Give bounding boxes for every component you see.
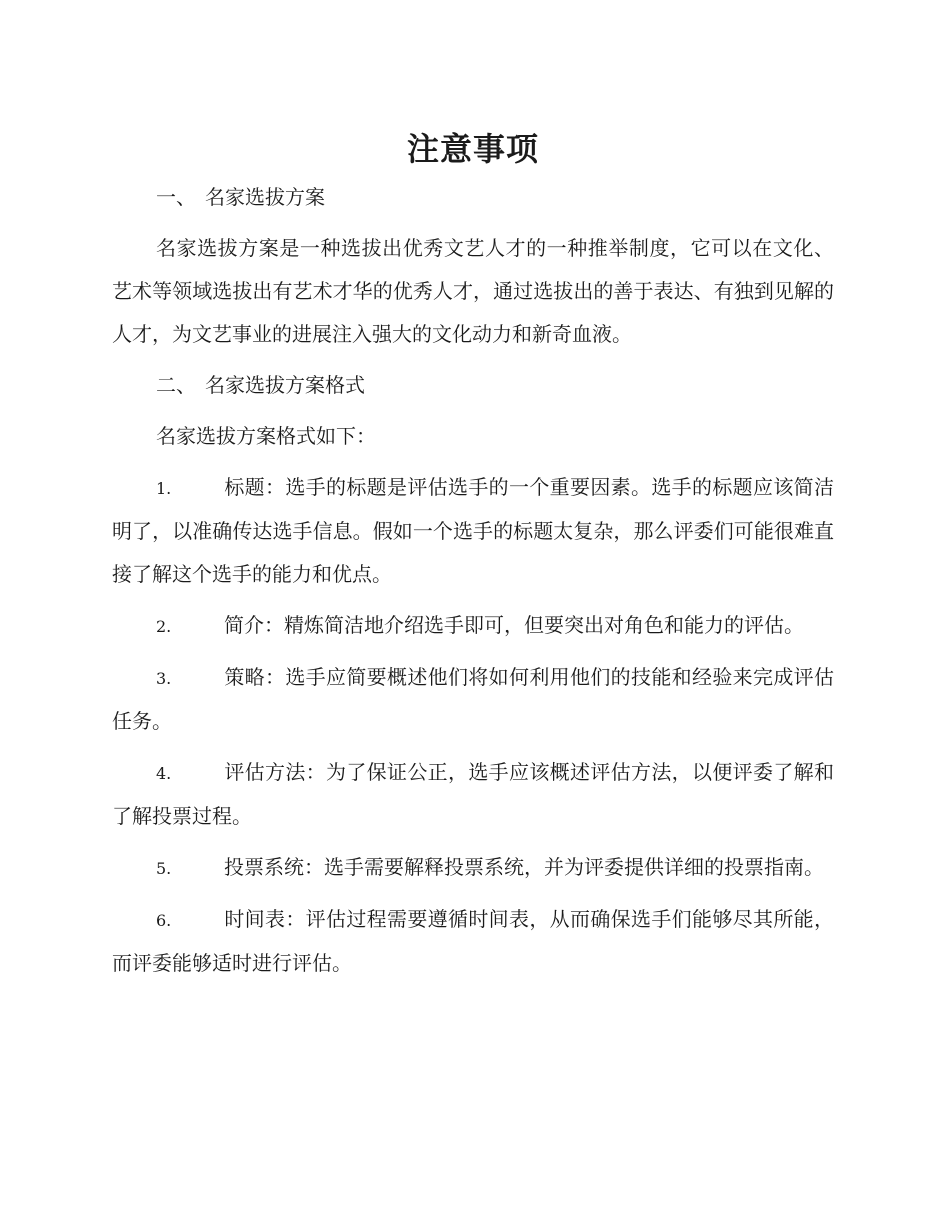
list-item-text: 时间表：评估过程需要遵循时间表，从而确保选手们能够尽其所能，而评委能够适时进行评估。 [112, 907, 834, 975]
section-number: 一、 [156, 185, 196, 209]
section-heading-2 [112, 364, 834, 407]
list-item-text: 标题：选手的标题是评估选手的一个重要因素。选手的标题应该简洁明了，以准确传达选手信息。假如一个选手的标题太复杂，那么评委们可能很难直接了解这个选手的能力和优点。 [112, 475, 834, 586]
document-page [112, 124, 834, 993]
list-item-number: 1. [156, 479, 172, 498]
section-heading-text: 名家选拔方案 [205, 185, 325, 209]
list-item [112, 751, 834, 838]
section-number: 二、 [156, 373, 196, 397]
section-body-1: 名家选拔方案是一种选拔出优秀文艺人才的一种推举制度，它可以在文化、艺术等领域选拔出有艺术才华的优秀人才，通过选拔出的善于表达、有独到见解的人才，为文艺事业的进展注入强大的文化动力和新奇血液。 [112, 236, 834, 346]
list-item-number: 3. [156, 669, 172, 688]
list-item [112, 656, 834, 743]
list-item [112, 898, 834, 985]
list-item-number: 5. [156, 859, 172, 878]
list-item-text: 简介：精炼简洁地介绍选手即可，但要突出对角色和能力的评估。 [224, 613, 804, 637]
section-heading-1 [112, 176, 834, 219]
page-title: 注意事项 [406, 130, 539, 168]
list-item-text: 投票系统：选手需要解释投票系统，并为评委提供详细的投票指南。 [224, 855, 824, 879]
section-heading-text: 名家选拔方案格式 [205, 373, 365, 397]
list-item [112, 846, 834, 890]
list-item [112, 466, 834, 596]
list-item-text: 策略：选手应简要概述他们将如何利用他们的技能和经验来完成评估任务。 [112, 665, 834, 733]
list-item-number: 2. [156, 617, 172, 636]
list-item [112, 604, 834, 648]
list-item-text: 评估方法：为了保证公正，选手应该概述评估方法，以便评委了解和了解投票过程。 [112, 760, 834, 828]
list-item-number: 4. [156, 764, 172, 783]
list-item-number: 6. [156, 911, 172, 930]
section-intro-2: 名家选拔方案格式如下： [156, 424, 376, 448]
